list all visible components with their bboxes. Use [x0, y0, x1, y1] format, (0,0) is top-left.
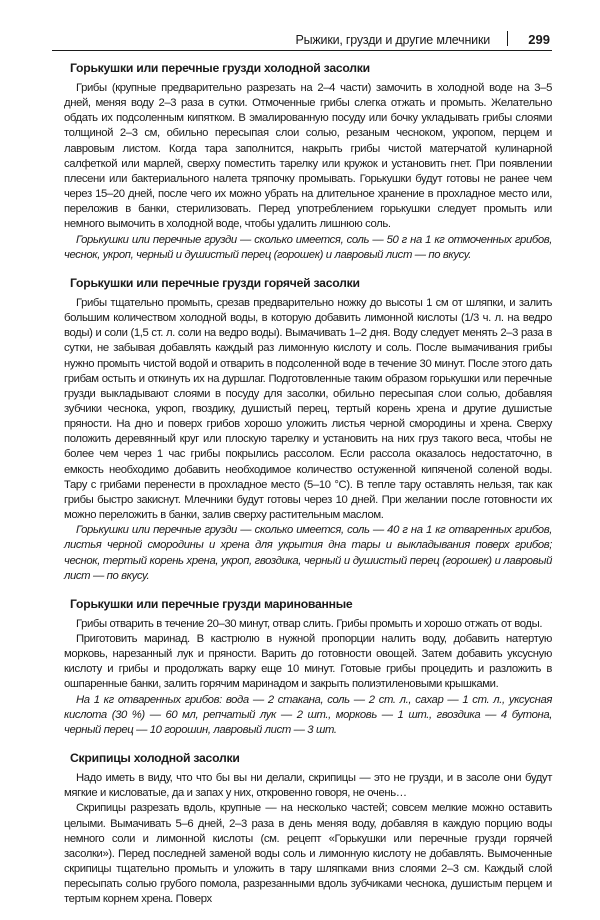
page-content — [64, 60, 552, 920]
ingredients: На 1 кг отваренных грибов: вода — 2 стакана, соль — 2 ст. л., сахар — 1 ст. л., уксусная кислота (30 %) — 60 мл, репчатый лук — 2 шт., морковь — 1 шт., гвоздика — 4 бутона, черный перец — 10 горошин, лавровый лист — 3 шт. — [64, 693, 552, 736]
ingredients: Горькушки или перечные грузди — сколько имеется, соль — 50 г на 1 кг отмоченных грибов, чеснок, укроп, черный и душистый перец (горошек) и лавровый лист — по вкусу. — [64, 233, 552, 261]
running-header — [52, 30, 552, 51]
section-hot-salting — [64, 275, 552, 584]
section-title: Горькушки или перечные грузди маринованные — [70, 596, 353, 611]
section-cold-salting — [64, 60, 552, 263]
paragraph: Надо иметь в виду, что что бы вы ни делали, скрипицы — это не грузди, и в засоле они будут мягкие и кисловатые, да и запах у них, откровенно говоря, не очень… — [64, 772, 552, 800]
paragraph: Грибы (крупные предварительно разрезать на 2–4 части) замочить в холодной воде на 3–5 дней, меняя воду 2–3 раза в сутки. Отмоченные грибы слегка отжать и промыть. Желательно обдать их подсоленным кипятком. В эмалированную посуду или бочку укладывать грибы слоями толщиной 2–3 см, обильно пересыпая слои солью, резаным чесноком, укропом, перцем и лавровым листом. Когда тара заполнится, накрыть грибы чистой матерчатой кулинарной салфеткой или марлей, сверху поместить тарелку или кружок и установить гнет. При появлении плесени или бактериального налета тряпочку промывать. Горькушки будут готовы не ранее чем через 15–20 дней, после чего их можно убрать на длительное хранение в прохладное место или, переложив в банки, стерилизовать. Перед употреблением горькушки следует промыть или немного вымочить в холодной воде, чтобы удалить лишнюю соль. — [64, 82, 552, 231]
section-title: Горькушки или перечные грузди горячей засолки — [70, 275, 360, 290]
section-title: Горькушки или перечные грузди холодной засолки — [70, 61, 370, 75]
section-marinated — [64, 596, 552, 738]
section-title: Скрипицы холодной засолки — [70, 751, 240, 766]
page-number: 299 — [528, 32, 550, 47]
header-separator — [507, 31, 509, 46]
section-skripitsy — [64, 750, 552, 907]
paragraph: Грибы тщательно промыть, срезав предварительно ножку до высоты 1 см от шляпки, и залить большим количеством холодной воды, в которую добавить лимонной кислоты (1/3 ч. л. на ведро воды) и соли (1,5 ст. л. соли на ведро воды). Вымачивать 1–2 дня. Воду следует менять 2–3 раза в сутки, не забывая добавлять каждый раз лимонную кислоту и соль. После вымачивания грибы нужно промыть чистой водой и отварить в подсоленной воде в течение 30 минут. После этого дать грибам остыть и откинуть их на дуршлаг. Подготовленные таким образом горькушки или перечные грузди выкладывают слоями в посуду для засолки, обильно пересыпая слои солью, добавляя зубчики чеснока, укроп, гвоздику, душистый перец, тертый корень хрена и другие душистые пряности. На дно и поверх грибов хорошо уложить листья черной смородины и хрена. Сверху положить деревянный круг или плоскую тарелку и установить на них груз такого веса, чтобы не более чем через 1 час грибы покрылись рассолом. Если рассола оказалось недостаточно, в емкость необходимо добавить необходимое количество остуженной кипяченой соленой воды. Тару с грибами перенести в прохладное место (5–10 °С). В тепле тару оставлять нельзя, так как грибы быстро закиснут. Млечники будут готовы через 10 дней. При желании после готовности их можно переложить в банки, залив сверху растительным маслом. — [64, 296, 552, 522]
paragraph: Скрипицы разрезать вдоль, крупные — на несколько частей; совсем мелкие можно оставить целыми. Вымачивать 5–6 дней, 2–3 раза в день меняя воду, добавляя в каждую порцию воды немного соли и лимонной кислоты (см. рецепт «Горькушки или перечные грузди горячей засолки»). Перед последней заменой воды соль и лимонную кислоту не добавлять. Вымоченные скрипицы тщательно промыть и уложить в тару шляпками вниз слоями 2–3 см. Каждый слой пересыпать солью грубого помола, разрезанными вдоль зубчиками чеснока, душистым перцем и тертым корнем хрена. Поверх — [64, 802, 552, 906]
paragraph: Грибы отварить в течение 20–30 минут, отвар слить. Грибы промыть и хорошо отжать от воды. — [76, 617, 543, 630]
running-title: Рыжики, грузди и другие млечники — [295, 33, 490, 47]
paragraph: Приготовить маринад. В кастрюлю в нужной пропорции налить воду, добавить натертую морковь, нарезанный лук и пряности. Варить до готовности овощей. Затем добавить уксусную кислоту и грибы и продолжать варку еще 10 минут. Готовые грибы процедить и разложить в ошпаренные банки, залить горячим маринадом и закрыть полиэтиленовыми крышками. — [64, 633, 552, 691]
ingredients: Горькушки или перечные грузди — сколько имеется, соль — 40 г на 1 кг отваренных грибов, листья черной смородины и хрена для укрытия дна тары и выкладывания поверх грибов; чеснок, тертый корень хрена, укроп, гвоздика, черный и душистый перец (горошек) и лавровый лист — по вкусу. — [64, 524, 552, 582]
